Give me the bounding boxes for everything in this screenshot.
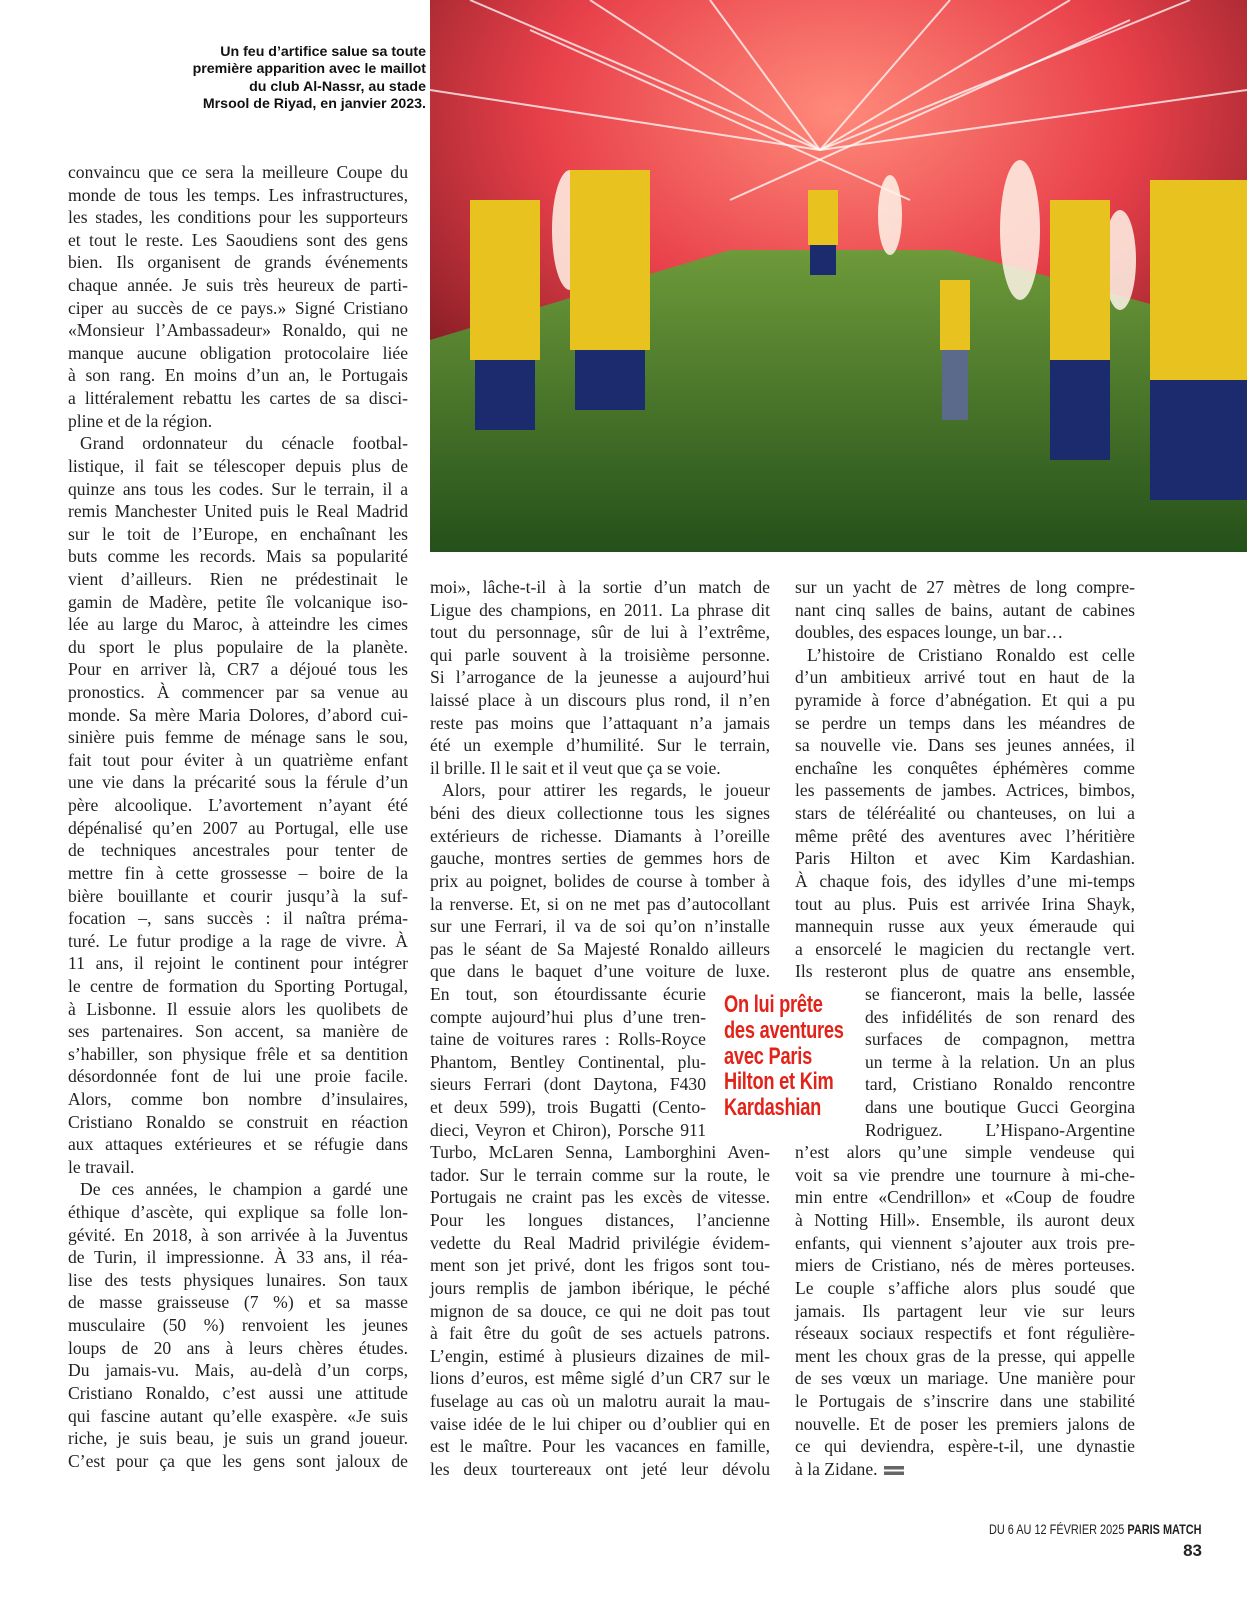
text-line: miers de Cristiano, nés de mères porteuses. <box>795 1255 1135 1276</box>
text-line: Du jamais-vu. Mais, au-delà d’un corps, <box>68 1360 408 1381</box>
text-line: dieci, Veyron et Chiron), Porsche 911 <box>430 1119 706 1140</box>
text-line: qui parle souvent à la troisième personne. <box>430 644 770 665</box>
page-footer <box>929 1521 1202 1561</box>
pull-quote-line: Hilton et Kim <box>724 1068 834 1096</box>
text-line: reste pas moins que l’attaquant n’a jamais <box>430 712 770 733</box>
text-line: extérieurs de richesse. Diamants à l’oreille <box>430 825 770 846</box>
text-line: des infidélités de son renard des <box>865 1006 1135 1027</box>
text-line: 11 ans, il rejoint le continent pour intégrer <box>68 953 408 974</box>
text-line: ment son jet privé, dont les frigos sont tou- <box>430 1255 770 1276</box>
text-line: Pour les longues distances, l’ancienne <box>430 1210 770 1231</box>
text-line: ment les choux gras de la presse, qui appelle <box>795 1345 1135 1366</box>
text-line: pline et de la région. <box>68 410 213 431</box>
photo-image <box>430 0 1247 552</box>
text-line: doubles, des espaces lounge, un bar… <box>795 622 1064 643</box>
text-line: à fait être du goût de ses actuels patrons. <box>430 1323 770 1344</box>
text-line: En tout, son étourdissante écurie <box>430 983 706 1004</box>
text-line: bière bouillante et courir jusqu’à la suf- <box>68 885 408 906</box>
text-line: chaque année. Je suis très heureux de parti- <box>68 275 408 296</box>
text-line: vient d’ailleurs. Rien ne prédestinait le <box>68 568 408 589</box>
fireworks-stadium-photo <box>430 0 1247 552</box>
text-line: laissé place à un discours plus rond, il n’en <box>430 690 770 711</box>
text-line: de Turin, il impressionne. À 33 ans, il réa- <box>68 1247 408 1268</box>
pull-quote-line: avec Paris <box>724 1042 812 1070</box>
text-line: L’engin, estimé à plusieurs dizaines de mil- <box>430 1345 770 1366</box>
text-line: musculaire (50 %) renvoient les jeunes <box>68 1315 408 1336</box>
text-line: Le couple s’affiche alors plus soudé que <box>795 1277 1135 1298</box>
paragraph <box>430 576 770 779</box>
text-line: Alors, pour attirer les regards, le joueur <box>442 780 770 801</box>
text-line: fait tout pour éviter à un quatrième enfant <box>68 749 408 770</box>
text-line: qui fascine autant qu’elle exaspère. «Je suis <box>68 1405 408 1426</box>
pull-quote-line: On lui prête <box>724 991 823 1018</box>
text-line: lise des tests physiques lunaires. Son taux <box>68 1269 408 1290</box>
text-line: que dans le baquet d’une voiture de luxe. <box>430 961 770 982</box>
text-line: d’un ambitieux arrivé tout en haut de la <box>795 667 1135 688</box>
text-line: L’histoire de Cristiano Ronaldo est celle <box>807 644 1135 665</box>
text-line: jamais. Ils partagent leur vie sur leurs <box>795 1300 1135 1321</box>
paragraph <box>430 779 770 1480</box>
text-line: «Monsieur l’Ambassadeur» Ronaldo, qui ne <box>68 320 408 341</box>
text-line: manque aucune obligation protocolaire liée <box>68 342 408 363</box>
text-line: Phantom, Bentley Continental, plu- <box>430 1051 706 1072</box>
text-line: éthique d’ascète, qui explique sa folle lon- <box>68 1202 408 1223</box>
paragraph <box>795 644 1135 1481</box>
text-line: de masse graisseuse (7 %) et sa masse <box>68 1292 408 1313</box>
issue-date: DU 6 AU 12 FÉVRIER 2025 <box>989 1521 1125 1537</box>
text-line: lée au large du Maroc, à atteindre les cimes <box>68 614 408 635</box>
text-line: sa nouvelle vie. Dans ses jeunes années, il <box>795 735 1135 756</box>
caption-line: du club Al-Nassr, au stade <box>249 78 426 95</box>
text-line: les stades, les conditions pour les supporteurs <box>68 207 408 228</box>
text-line: réseaux sociaux respectifs et font régulière- <box>795 1323 1135 1344</box>
text-line: Paris Hilton et avec Kim Kardashian. <box>795 848 1135 869</box>
text-line: s’habiller, son physique frêle et sa dentition <box>68 1043 408 1064</box>
text-line: les deux tourtereaux ont jeté leur dévolu <box>430 1458 770 1479</box>
text-line: De ces années, le champion a gardé une <box>80 1179 408 1200</box>
text-line: Grand ordonnateur du cénacle footbal- <box>80 433 408 454</box>
text-line: vaise idée de le lui chiper ou d’oublier qui en <box>430 1413 770 1434</box>
text-line: tard, Cristiano Ronaldo rencontre <box>865 1074 1135 1095</box>
text-line: ses partenaires. Son accent, sa manière de <box>68 1021 408 1042</box>
text-line: pyramide à force d’abnégation. Et qui a pu <box>795 690 1135 711</box>
text-line: turé. Le futur prodige a la rage de vivre. À <box>68 930 408 951</box>
article-column-1 <box>68 161 408 1472</box>
text-line: un terme à la relation. Un an plus <box>865 1051 1135 1072</box>
article-column-2 <box>430 576 770 1480</box>
text-line: compte aujourd’hui plus d’une tren- <box>430 1006 706 1027</box>
paragraph <box>68 1178 408 1472</box>
text-line: se perdre un temps dans les méandres de <box>795 712 1135 733</box>
text-line: mignon de sa douce, ce qui ne doit pas tout <box>430 1300 770 1321</box>
text-line: gamin de Madère, petite île volcanique iso- <box>68 591 408 612</box>
text-line: dans une boutique Gucci Georgina <box>865 1097 1135 1118</box>
paragraph <box>795 576 1135 644</box>
text-line: monde. Sa mère Maria Dolores, d’abord cui- <box>68 704 408 725</box>
text-line: nouvelle. Et de poser les premiers jalons de <box>795 1413 1135 1434</box>
text-line: enfants, qui viennent s’ajouter aux trois pre- <box>795 1232 1135 1253</box>
text-line: monde de tous les temps. Les infrastructures, <box>68 184 408 205</box>
text-line: gauche, montres serties de gemmes hors de <box>430 848 770 869</box>
text-line: se fianceront, mais la belle, lassée <box>865 983 1135 1004</box>
text-line: Cristiano Ronaldo se construit en réaction <box>68 1111 408 1132</box>
text-line: du sport le plus populaire de la planète. <box>68 636 408 657</box>
text-line: sur une Ferrari, il va de soi qu’on n’installe <box>430 916 770 937</box>
text-line: nant cinq salles de bains, autant de cabines <box>795 599 1135 620</box>
text-line: à la Zidane. <box>795 1458 1135 1481</box>
text-line: tout du personnage, sûr de lui à l’extrême, <box>430 622 770 643</box>
text-line: pronostics. À commencer par sa venue au <box>68 682 408 703</box>
text-line: taine de voitures rares : Rolls-Royce <box>430 1029 706 1050</box>
text-line: béni des dieux collectionne tous les signes <box>430 803 770 824</box>
text-line: sur le toit de l’Europe, en enchaînant les <box>68 523 408 544</box>
text-line: convaincu que ce sera la meilleure Coupe du <box>68 162 408 182</box>
text-line: désordonnée font de lui une proie facile. <box>68 1066 408 1087</box>
paragraph <box>68 432 408 1178</box>
text-line: de techniques ancestrales pour tenter de <box>68 840 408 861</box>
pull-quote-line: Kardashian <box>724 1094 822 1122</box>
text-line: mettre fin à cette grossesse – boire de la <box>68 862 408 883</box>
text-line: stars de téléréalité ou chanteuses, on lui a <box>795 803 1135 824</box>
text-line: dépénalisé qu’en 2007 au Portugal, elle use <box>68 817 408 838</box>
text-line: buts comme les records. Mais sa popularité <box>68 546 408 567</box>
text-line: et deux 599), trois Bugatti (Cento- <box>430 1097 706 1118</box>
issue-date-brand <box>989 1521 1202 1537</box>
text-line: la renverse. Et, si on ne met pas d’autocollant <box>430 893 770 914</box>
text-line: prix au poignet, bolides de course à tomber à <box>430 870 770 891</box>
text-line: le travail. <box>68 1156 135 1177</box>
magazine-name: PARIS MATCH <box>1127 1521 1202 1537</box>
text-line: gévité. En 2018, à son arrivée à la Juventus <box>68 1224 408 1245</box>
text-line: surfaces de compagnon, mettra <box>865 1029 1135 1050</box>
photo-caption <box>120 44 426 114</box>
text-line: n’est alors qu’une simple vendeuse qui <box>795 1142 1135 1163</box>
text-line: Si l’arrogance de la jeunesse a aujourd’hui <box>430 667 770 688</box>
caption-line: Un feu d’artifice salue sa toute <box>220 44 426 60</box>
text-line: fuselage au cas où un malotru aurait la mau- <box>430 1390 770 1411</box>
text-line: enchaîne les conquêtes éphémères comme <box>795 757 1135 778</box>
paragraph <box>68 161 408 432</box>
text-line: mannequin russe aux yeux émeraude qui <box>795 916 1135 937</box>
text-line: min entre «Cendrillon» et «Coup de foudre <box>795 1187 1135 1208</box>
text-line: à son rang. En moins d’un an, le Portugais <box>68 365 408 386</box>
caption-line: première apparition avec le maillot <box>192 61 426 78</box>
text-line: à Notting Hill». Ensemble, ils auront deux <box>795 1210 1135 1231</box>
text-line: pas le séant de Sa Majesté Ronaldo ailleurs <box>430 938 770 959</box>
text-line: C’est pour ça que les gens sont jaloux de <box>68 1450 408 1471</box>
text-line: a ensorcelé le magicien du rectangle vert. <box>795 938 1135 959</box>
text-line: sur un yacht de 27 mètres de long compre- <box>795 577 1135 597</box>
text-line: Alors, comme bon nombre d’insulaires, <box>68 1088 408 1109</box>
pull-quote-line: des aventures <box>724 1016 844 1044</box>
text-line: a littéralement rebattu les cartes de sa disci- <box>68 388 408 409</box>
text-line: tador. Sur le terrain comme sur la route, le <box>430 1164 770 1185</box>
text-line: listique, il fait se télescoper depuis plus de <box>68 455 408 476</box>
text-line: quinze ans tous les codes. Sur le terrain, il a <box>68 478 408 499</box>
text-line: Rodriguez. L’Hispano-Argentine <box>865 1119 1135 1140</box>
text-line: et tout le reste. Les Saoudiens sont des gens <box>68 229 408 250</box>
text-line: à Lisbonne. Il essuie alors les quolibets de <box>68 998 408 1019</box>
text-line: tout au plus. Puis est arrivée Irina Shayk, <box>795 893 1135 914</box>
text-line: Cristiano Ronaldo, c’est aussi une attitude <box>68 1382 408 1403</box>
text-line: aux attaques extérieures et se réfugie dans <box>68 1134 408 1155</box>
pull-quote <box>724 992 844 1121</box>
text-line: Pour en arriver là, CR7 a déjoué tous les <box>68 659 408 680</box>
text-line: bien. Ils organisent de grands événements <box>68 252 408 273</box>
text-line: père alcoolique. L’avortement n’ayant été <box>68 795 408 816</box>
text-line: de ses vœux un mariage. Une manière pour <box>795 1368 1135 1389</box>
text-line: même prêté des aventures avec l’héritière <box>795 825 1135 846</box>
text-line: ce qui deviendra, espère-t-il, une dynastie <box>795 1436 1135 1457</box>
text-line: été un exemple d’humilité. Sur le terrain, <box>430 735 770 756</box>
text-line: est le maître. Pour les vacances en famille, <box>430 1436 770 1457</box>
page-number: 83 <box>1183 1541 1202 1560</box>
text-line: voit sa vie prendre une tournure à mi-che- <box>795 1164 1135 1185</box>
text-line: riche, je suis beau, je suis un grand joueur. <box>68 1428 408 1449</box>
text-line: jours remplis de jambon ibérique, le péché <box>430 1277 770 1298</box>
text-line: il brille. Il le sait et il veut que ça se voie. <box>430 757 721 778</box>
text-line: focation –, sans succès : il naîtra préma- <box>68 908 408 929</box>
caption-line: Mrsool de Riyad, en janvier 2023. <box>202 96 426 113</box>
text-line: loups de 20 ans à leurs chères études. <box>68 1337 408 1358</box>
text-line: lions d’euros, est même siglé d’un CR7 sur le <box>430 1368 770 1389</box>
text-line: ciper au succès de ce pays.» Signé Cristiano <box>68 297 408 318</box>
text-line: les passements de jambes. Actrices, bimbos, <box>795 780 1135 801</box>
text-line: vedette du Real Madrid privilégie évidem- <box>430 1232 770 1253</box>
text-line: une vie dans la précarité sous la férule d’un <box>68 772 408 793</box>
text-line: Ils resteront plus de quatre ans ensemble, <box>795 961 1135 982</box>
text-line: sinière puis femme de ménage sans le sou, <box>68 727 408 748</box>
text-line: le Portugais de s’inscrire dans une stabilité <box>795 1390 1135 1411</box>
end-of-article-mark <box>884 1466 904 1475</box>
text-line: remis Manchester United puis le Real Madrid <box>68 501 408 522</box>
text-line: Portugais ne craint pas les excès de vitesse. <box>430 1187 770 1208</box>
text-line: Turbo, McLaren Senna, Lamborghini Aven- <box>430 1142 770 1163</box>
text-line: moi», lâche-t-il à la sortie d’un match de <box>430 577 770 597</box>
text-line: sieurs Ferrari (dont Daytona, F430 <box>430 1074 706 1095</box>
article-column-3 <box>795 576 1135 1480</box>
text-line: À chaque fois, des idylles d’une mi-temps <box>795 870 1135 891</box>
text-line: le centre de formation du Sporting Portugal, <box>68 975 408 996</box>
text-line: Ligue des champions, en 2011. La phrase dit <box>430 599 770 620</box>
